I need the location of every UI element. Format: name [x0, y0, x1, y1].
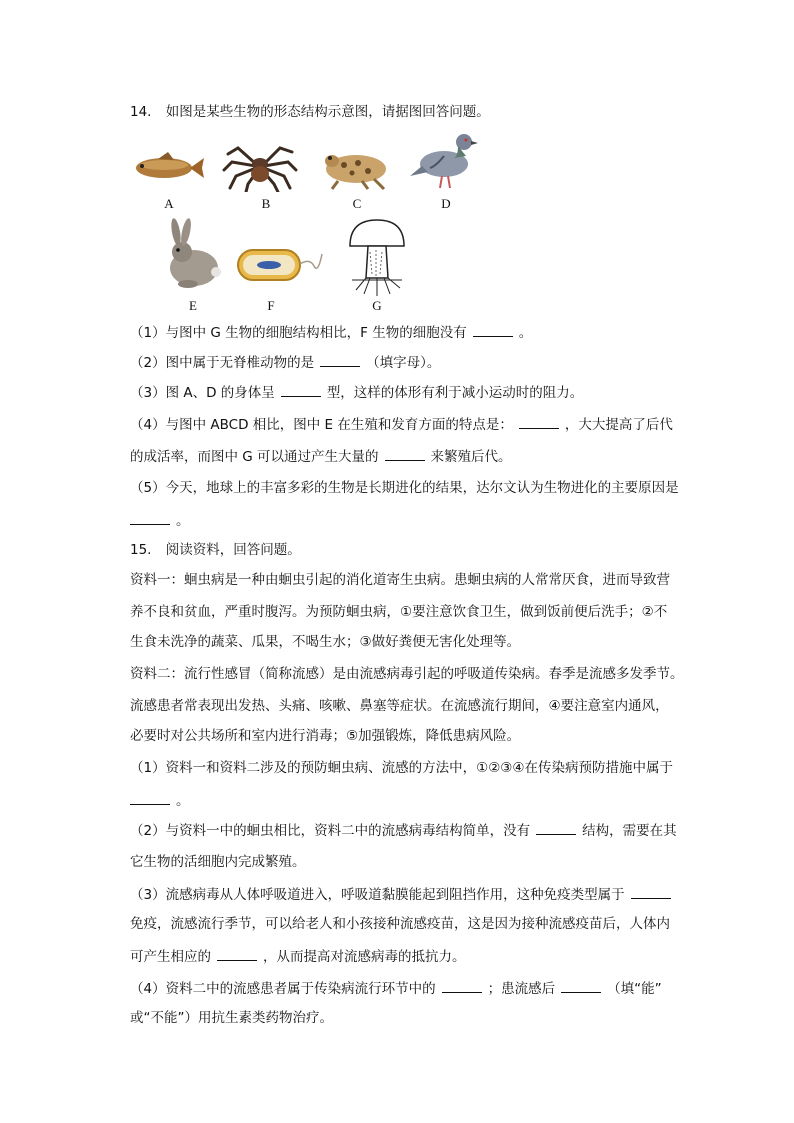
material1-line2: 养不良和贫血，严重时腹泻。为预防蛔虫病，①要注意饮食卫生，做到饭前便后洗手；②不 — [130, 604, 668, 620]
answer-blank[interactable] — [320, 352, 360, 367]
q15-sub3-line3: 可产生相应的 ，从而提高对流感病毒的抵抗力。 — [130, 946, 466, 967]
rabbit-image — [160, 218, 228, 292]
q14-sub4-line2: 的成活率，而图中 G 可以通过产生大量的 来繁殖后代。 — [130, 446, 512, 467]
material2-line1: 资料二：流行性感冒（简称流感）是由流感病毒引起的呼吸道传染病。春季是流感多发季节。 — [130, 666, 684, 682]
q15-sub3-line1: （3）流感病毒从人体呼吸道进入，呼吸道黏膜能起到阻挡作用，这种免疫类型属于 — [130, 884, 677, 905]
q14-sub5-line1: （5）今天，地球上的丰富多彩的生物是长期进化的结果，达尔文认为生物进化的主要原因是 — [130, 480, 679, 496]
q15-stem-line — [130, 540, 301, 560]
q14-sub5-line2: 。 — [130, 510, 190, 531]
answer-blank[interactable] — [561, 978, 601, 993]
q15-number: 15. — [130, 542, 152, 558]
fish-image — [130, 148, 206, 188]
material1-line1: 资料一：蛔虫病是一种由蛔虫引起的消化道寄生虫病。患蛔虫病的人常常厌食，进而导致营 — [130, 572, 670, 588]
answer-blank[interactable] — [385, 446, 425, 461]
spider-image — [222, 140, 298, 192]
answer-blank[interactable] — [442, 978, 482, 993]
label-g: G — [372, 298, 382, 313]
q15-stem: 阅读资料，回答问题。 — [165, 542, 301, 558]
q14-sub2: （2）图中属于无脊椎动物的是 （填字母）。 — [130, 352, 440, 373]
answer-blank[interactable] — [536, 820, 576, 835]
answer-blank[interactable] — [631, 884, 671, 899]
answer-blank[interactable] — [519, 414, 559, 429]
q15-sub2-line1: （2）与资料一中的蛔虫相比，资料二中的流感病毒结构简单，没有 结构，需要在其 — [130, 820, 677, 841]
label-b: B — [261, 196, 271, 211]
answer-blank[interactable] — [473, 322, 513, 337]
q14-sub1: （1）与图中 G 生物的细胞结构相比，F 生物的细胞没有 。 — [130, 322, 532, 343]
frog-image — [318, 145, 394, 191]
answer-blank[interactable] — [130, 510, 170, 525]
answer-blank[interactable] — [217, 946, 257, 961]
q14-stem: 如图是某些生物的形态结构示意图，请据图回答问题。 — [165, 104, 490, 120]
answer-blank[interactable] — [130, 790, 170, 805]
q15-sub2-line2: 它生物的活细胞内完成繁殖。 — [130, 854, 306, 870]
label-a: A — [164, 196, 174, 211]
q14-sub3: （3）图 A、D 的身体呈 型，这样的体形有利于减小运动时的阻力。 — [130, 382, 583, 403]
q14-number: 14. — [130, 104, 152, 120]
material2-line3: 必要时对公共场所和室内进行消毒；⑤加强锻炼，降低患病风险。 — [130, 728, 521, 744]
label-e: E — [189, 298, 197, 313]
q14-sub4-line1: （4）与图中 ABCD 相比，图中 E 在生殖和发育方面的特点是： ，大大提高了后代 — [130, 414, 673, 435]
q15-sub3-line2: 免疫，流感流行季节，可以给老人和小孩接种流感疫苗，这是因为接种流感疫苗后，人体内 — [130, 916, 670, 932]
label-f: F — [267, 298, 275, 313]
label-d: D — [441, 196, 451, 211]
q15-sub4-line1: （4）资料二中的流感患者属于传染病流行环节中的 ；患流感后 （填“能” — [130, 978, 662, 999]
material2-line2: 流感患者常表现出发热、头痛、咳嗽、鼻塞等症状。在流感流行期间，④要注意室内通风， — [130, 698, 669, 714]
material1-line3: 生食未洗净的蔬菜、瓜果，不喝生水；③做好粪便无害化处理等。 — [130, 634, 521, 650]
q15-sub1-line2: 。 — [130, 790, 190, 811]
q15-sub4-line2: 或“不能”）用抗生素类药物治疗。 — [130, 1010, 333, 1026]
mushroom-image — [346, 216, 408, 296]
bacterium-image — [234, 240, 324, 290]
answer-blank[interactable] — [281, 382, 321, 397]
label-c: C — [352, 196, 362, 211]
q14-stem-line — [130, 102, 490, 122]
pigeon-image — [408, 126, 480, 192]
q15-sub1-line1: （1）资料一和资料二涉及的预防蛔虫病、流感的方法中，①②③④在传染病预防措施中属于 — [130, 760, 673, 776]
